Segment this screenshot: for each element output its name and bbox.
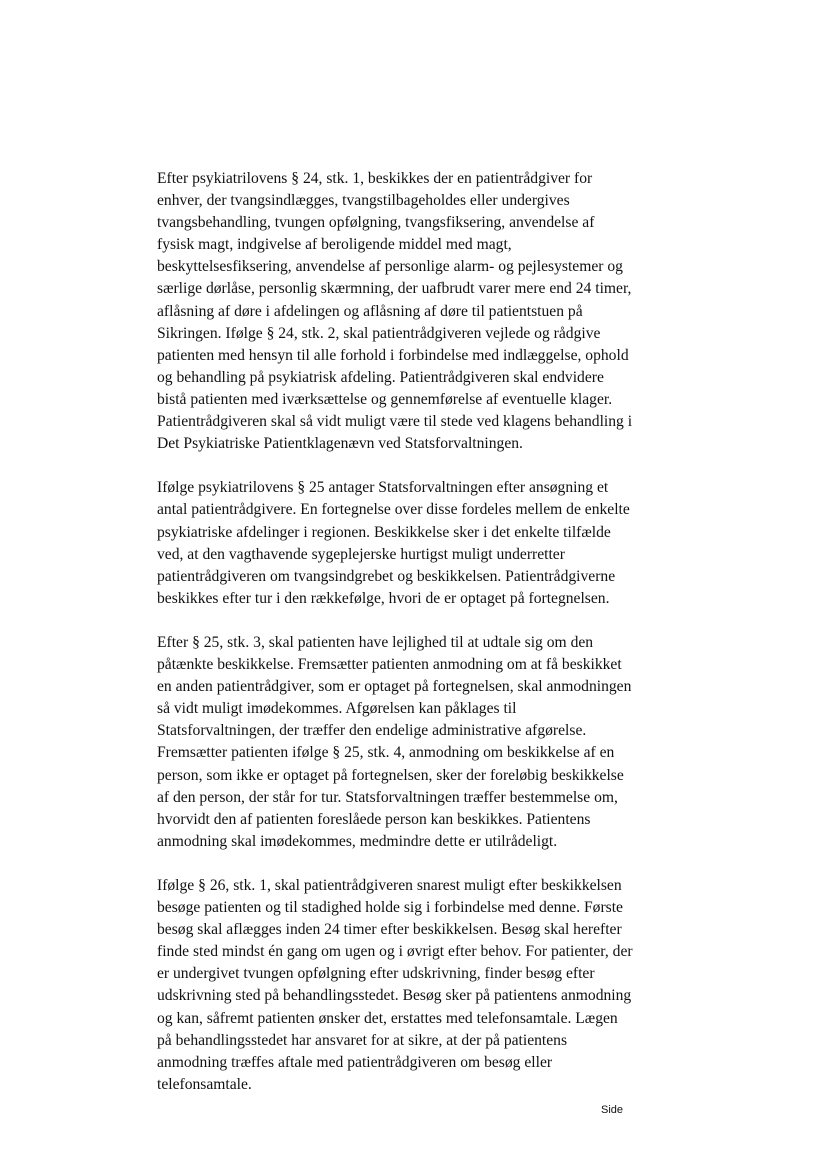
text-line: antal patientrådgivere. En fortegnelse over disse fordeles mellem de enkelte (157, 501, 630, 519)
paragraph (157, 875, 677, 1096)
text-line: Efter § 25, stk. 3, skal patienten have lejlighed til at udtale sig om den (157, 633, 594, 651)
page-footer-label: Side (601, 1104, 624, 1116)
text-line: Patientrådgiveren skal så vidt muligt være til stede ved klagens behandling i (157, 413, 633, 431)
text-line: særlige dørlåse, personlig skærmning, der uafbrudt varer mere end 24 timer, (157, 280, 632, 298)
text-line: anmodning træffes aftale med patientrådgiveren om besøg eller (157, 1053, 553, 1071)
text-line: finde sted mindst én gang om ugen og i øvrigt efter behov. For patienter, der (157, 943, 633, 961)
text-line: er undergivet tvungen opfølgning efter udskrivning, finder besøg efter (157, 965, 595, 983)
text-line: af den person, der står for tur. Statsforvaltningen træffer bestemmelse om, (157, 788, 618, 806)
text-line: anmodning skal imødekommes, medmindre dette er utilrådeligt. (157, 832, 558, 850)
text-line: og kan, såfremt patienten ønsker det, erstattes med telefonsamtale. Lægen (157, 1009, 618, 1027)
text-line: fysisk magt, indgivelse af beroligende middel med magt, (157, 236, 512, 254)
text-line: Ifølge psykiatrilovens § 25 antager Statsforvaltningen efter ansøgning et (157, 479, 609, 497)
text-line: en anden patientrådgiver, som er optaget på fortegnelsen, skal anmodningen (157, 678, 632, 696)
text-line: Sikringen. Ifølge § 24, stk. 2, skal patientrådgiveren vejlede og rådgive (157, 324, 601, 342)
text-line: på behandlingsstedet har ansvaret for at sikre, at der på patientens (157, 1031, 568, 1049)
paragraph (157, 632, 677, 853)
text-line: patienten med hensyn til alle forhold i forbindelse med indlæggelse, ophold (157, 346, 629, 364)
text-line: så vidt muligt imødekommes. Afgørelsen kan påklages til (157, 700, 517, 718)
paragraph (157, 477, 677, 610)
text-line: udskrivning sted på behandlingsstedet. Besøg sker på patientens anmodning (157, 987, 632, 1005)
text-line: aflåsning af døre i afdelingen og aflåsning af døre til patientstuen på (157, 302, 583, 320)
text-line: Ifølge § 26, stk. 1, skal patientrådgiveren snarest muligt efter beskikkelsen (157, 877, 622, 894)
text-line: Statsforvaltningen, der træffer den endelige administrative afgørelse. (157, 722, 587, 740)
text-line: Fremsætter patienten ifølge § 25, stk. 4, anmodning om beskikkelse af en (157, 744, 615, 762)
text-line: tvangsbehandling, tvungen opfølgning, tvangsfiksering, anvendelse af (157, 214, 595, 232)
text-line: besøg skal aflægges inden 24 timer efter beskikkelsen. Besøg skal herefter (157, 921, 622, 939)
text-line: og behandling på psykiatrisk afdeling. Patientrådgiveren skal endvidere (157, 368, 604, 386)
text-line: enhver, der tvangsindlægges, tvangstilbageholdes eller undergives (157, 192, 570, 210)
text-line: bistå patienten med iværksættelse og gennemførelse af eventuelle klager. (157, 390, 613, 408)
body-text (157, 168, 677, 1118)
text-line: påtænkte beskikkelse. Fremsætter patienten anmodning om at få beskikket (157, 656, 622, 674)
text-line: person, som ikke er optaget på fortegnelsen, sker der foreløbig beskikkelse (157, 766, 624, 784)
text-line: beskyttelsesfiksering, anvendelse af personlige alarm- og pejlesystemer og (157, 258, 623, 276)
text-line: beskikkes efter tur i den rækkefølge, hvori de er optaget på fortegnelsen. (157, 589, 610, 607)
text-line: psykiatriske afdelinger i regionen. Beskikkelse sker i det enkelte tilfælde (157, 523, 611, 541)
text-line: Efter psykiatrilovens § 24, stk. 1, beskikkes der en patientrådgiver for (157, 170, 593, 187)
paragraph (157, 168, 677, 455)
text-line: hvorvidt den af patienten foreslåede person kan beskikkes. Patientens (157, 810, 591, 828)
text-line: ved, at den vagthavende sygeplejerske hurtigst muligt underretter (157, 545, 565, 563)
text-line: Det Psykiatriske Patientklagenævn ved Statsforvaltningen. (157, 435, 523, 453)
text-line: telefonsamtale. (157, 1075, 252, 1093)
text-line: besøge patienten og til stadighed holde sig i forbindelse med denne. Første (157, 899, 623, 917)
text-line: patientrådgiveren om tvangsindgrebet og beskikkelsen. Patientrådgiverne (157, 567, 616, 585)
